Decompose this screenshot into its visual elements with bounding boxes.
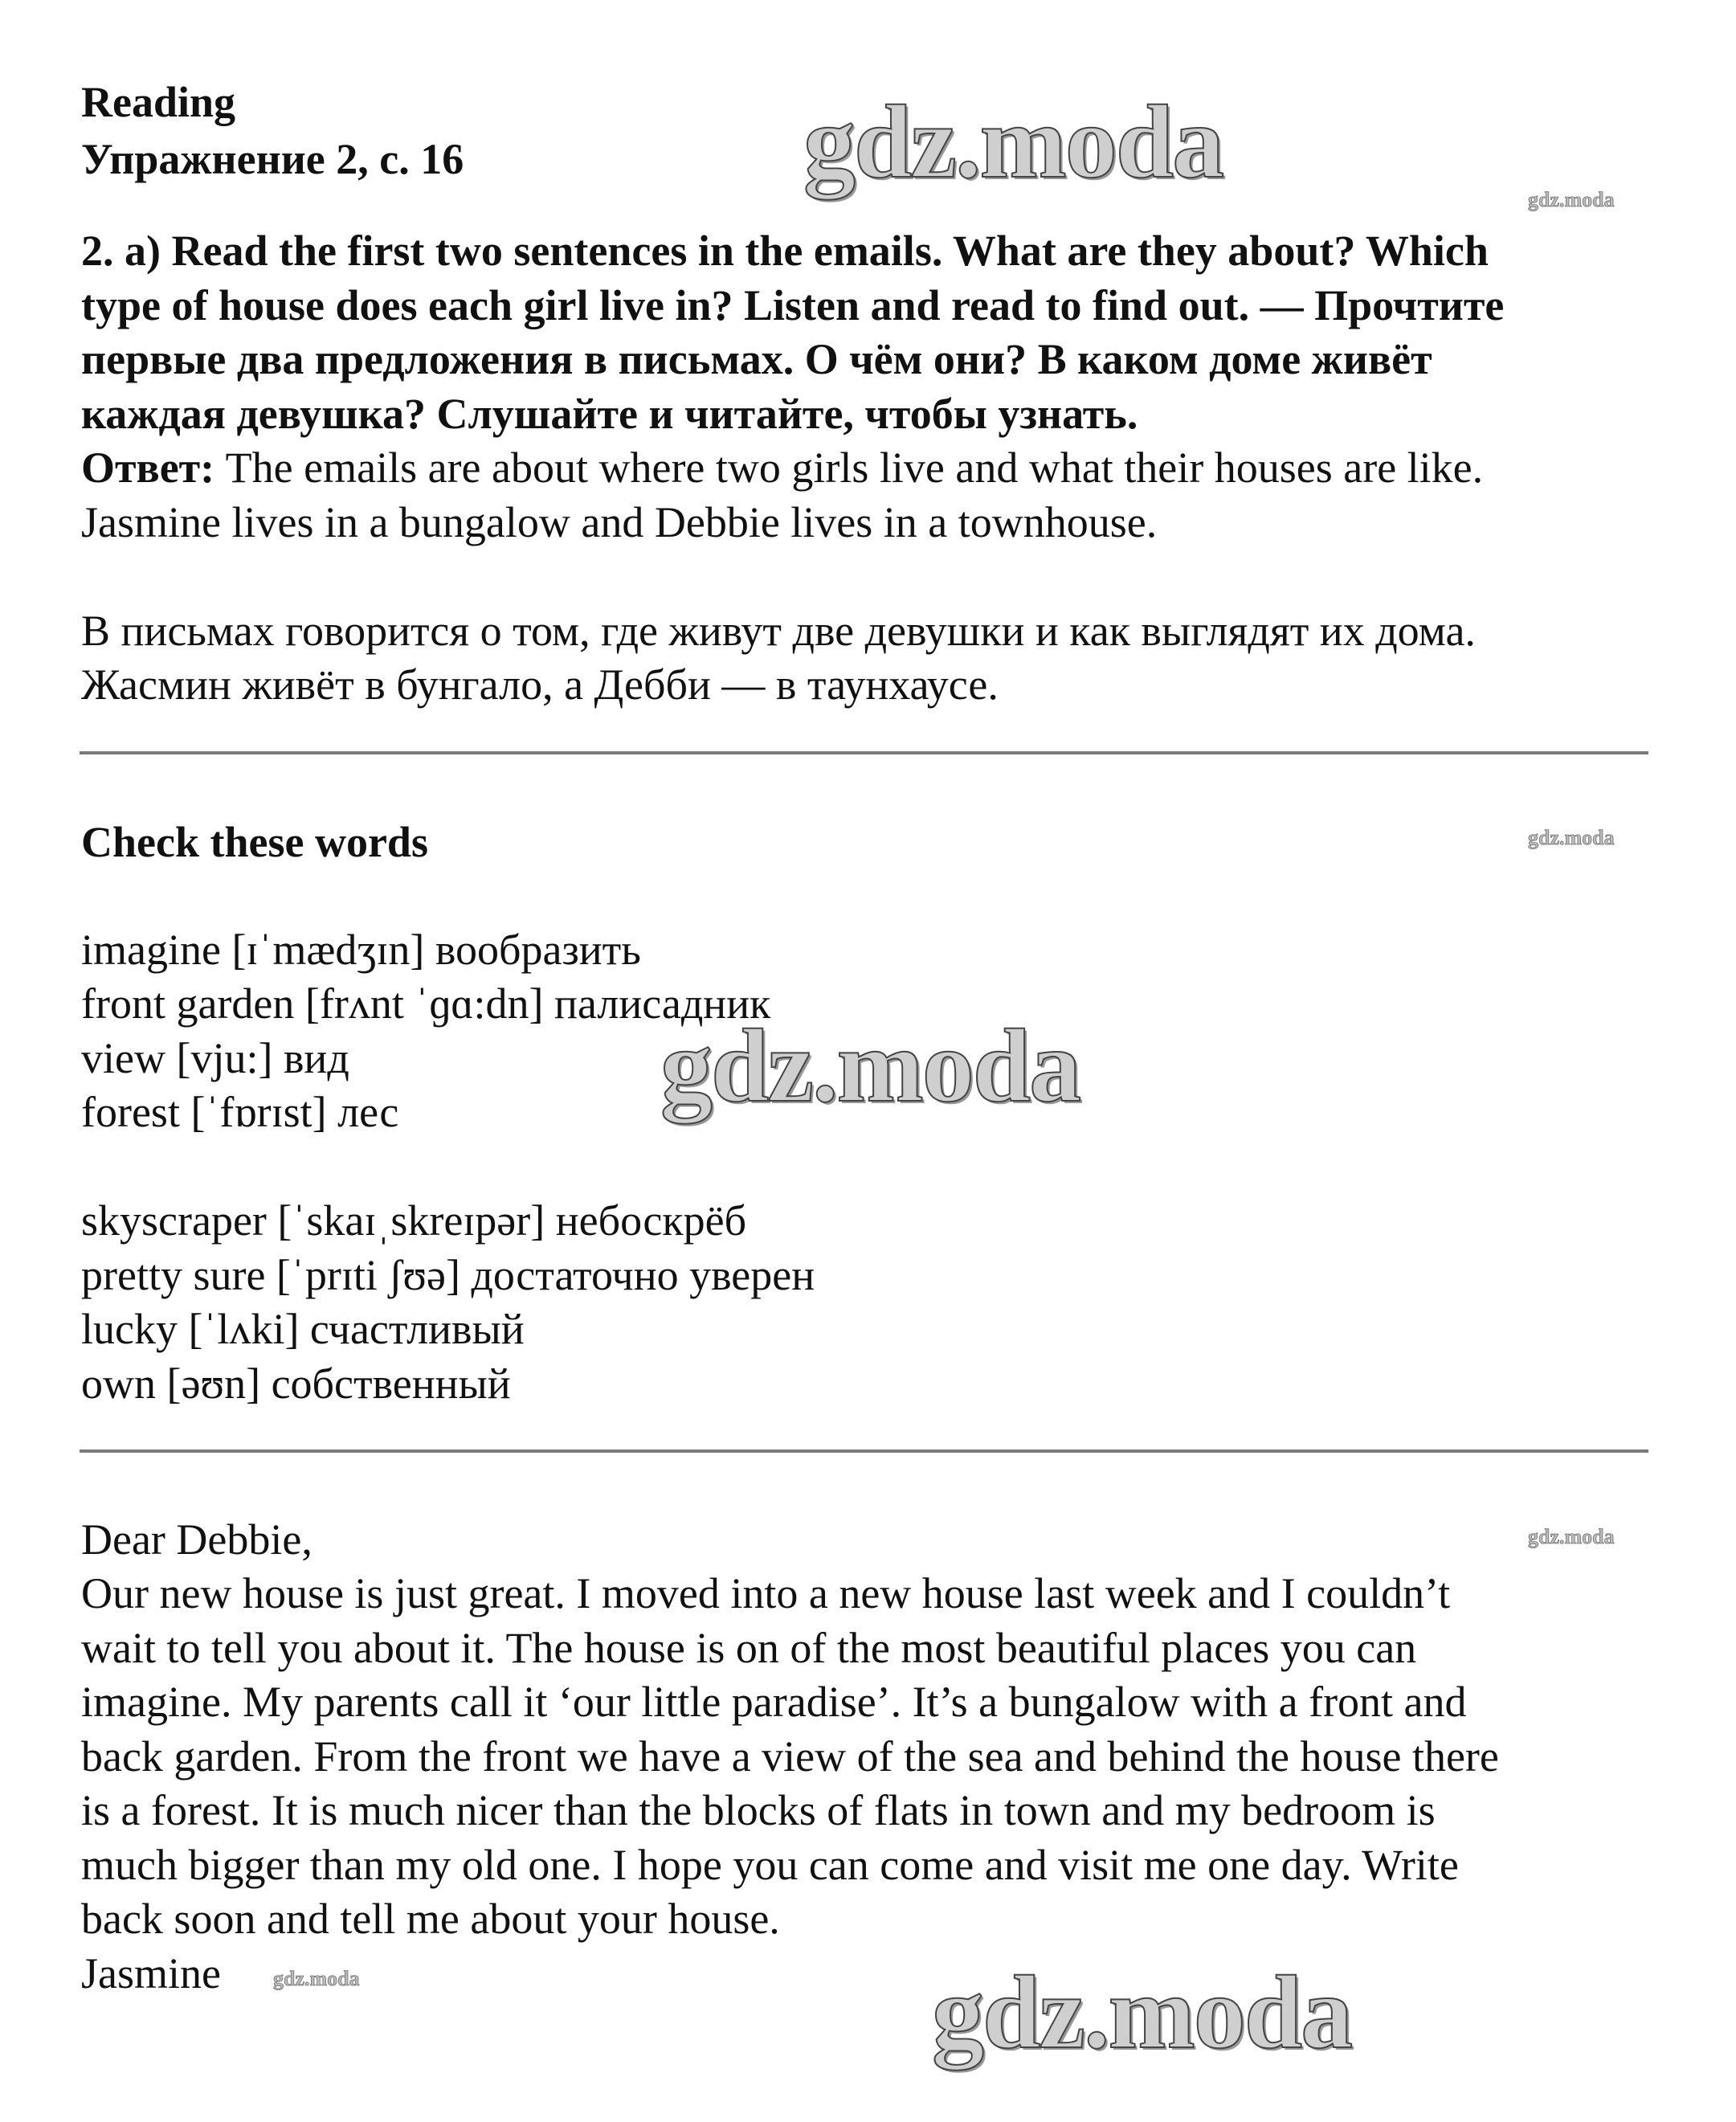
email-line: Dear Debbie, — [81, 1515, 312, 1564]
vocab-item: pretty sure [ˈprɪti ʃʊə] достаточно уверен — [81, 1251, 815, 1299]
watermark-small: gdz.moda — [1528, 188, 1615, 211]
watermark-logo: gdz.moda — [932, 1955, 1352, 2071]
answer-line — [81, 440, 1483, 495]
task-line: первые два предложения в письмах. О чём они? В каком доме живёт — [81, 335, 1432, 383]
watermark-small: gdz.moda — [1528, 1525, 1615, 1548]
vocab-item: front garden [frʌnt ˈɡɑ:dn] палисадник — [81, 979, 771, 1028]
email-signature: Jasmine — [81, 1949, 221, 1997]
email-line: wait to tell you about it. The house is on of the most beautiful places you can — [81, 1624, 1417, 1672]
vocab-heading: Check these words — [81, 818, 428, 866]
divider — [80, 1449, 1648, 1453]
answer-label: Ответ: — [81, 444, 215, 492]
answer-text: The emails are about where two girls live and what their houses are like. — [214, 444, 1484, 492]
vocab-item: own [əʊn] собственный — [81, 1359, 511, 1408]
divider — [80, 751, 1648, 754]
task-line: каждая девушка? Слушайте и читайте, чтобы узнать. — [81, 390, 1138, 438]
vocab-item: lucky [ˈlʌki] счастливый — [81, 1305, 525, 1353]
email-line: Our new house is just great. I moved into a new house last week and I couldn’t — [81, 1569, 1451, 1617]
answer-ru-line: В письмах говорится о том, где живут две девушки и как выглядят их дома. — [81, 607, 1476, 655]
watermark-logo: gdz.moda — [803, 84, 1223, 200]
email-line: back soon and tell me about your house. — [81, 1895, 780, 1943]
email-line: much bigger than my old one. I hope you can come and visit me one day. Write — [81, 1841, 1459, 1889]
task-line: 2. a) Read the first two sentences in the emails. What are they about? Which — [81, 227, 1489, 275]
email-line: is a forest. It is much nicer than the blocks of flats in town and my bedroom is — [81, 1786, 1436, 1834]
vocab-item: view [vju:] вид — [81, 1034, 349, 1082]
answer-line: Jasmine lives in a bungalow and Debbie lives in a townhouse. — [81, 498, 1158, 546]
watermark-small: gdz.moda — [273, 1967, 360, 1990]
answer-ru-line: Жасмин живёт в бунгало, а Дебби — в таунхаусе. — [81, 660, 999, 709]
vocab-item: imagine [ɪˈmædʒɪn] вообразить — [81, 926, 641, 974]
vocab-item: skyscraper [ˈskaɪˌskreɪpər] небоскрёб — [81, 1196, 747, 1245]
task-line: type of house does each girl live in? Listen and read to find out. — Прочтите — [81, 281, 1505, 329]
watermark-small: gdz.moda — [1528, 826, 1615, 849]
exercise-number: Упражнение 2, с. 16 — [81, 135, 464, 183]
vocab-item: forest [ˈfɒrɪst] лес — [81, 1088, 399, 1136]
email-line: imagine. My parents call it ‘our little paradise’. It’s a bungalow with a front and — [81, 1678, 1467, 1726]
page-title: Reading — [81, 78, 236, 126]
watermark-logo: gdz.moda — [660, 1008, 1080, 1124]
email-line: back garden. From the front we have a view of the sea and behind the house there — [81, 1732, 1499, 1781]
